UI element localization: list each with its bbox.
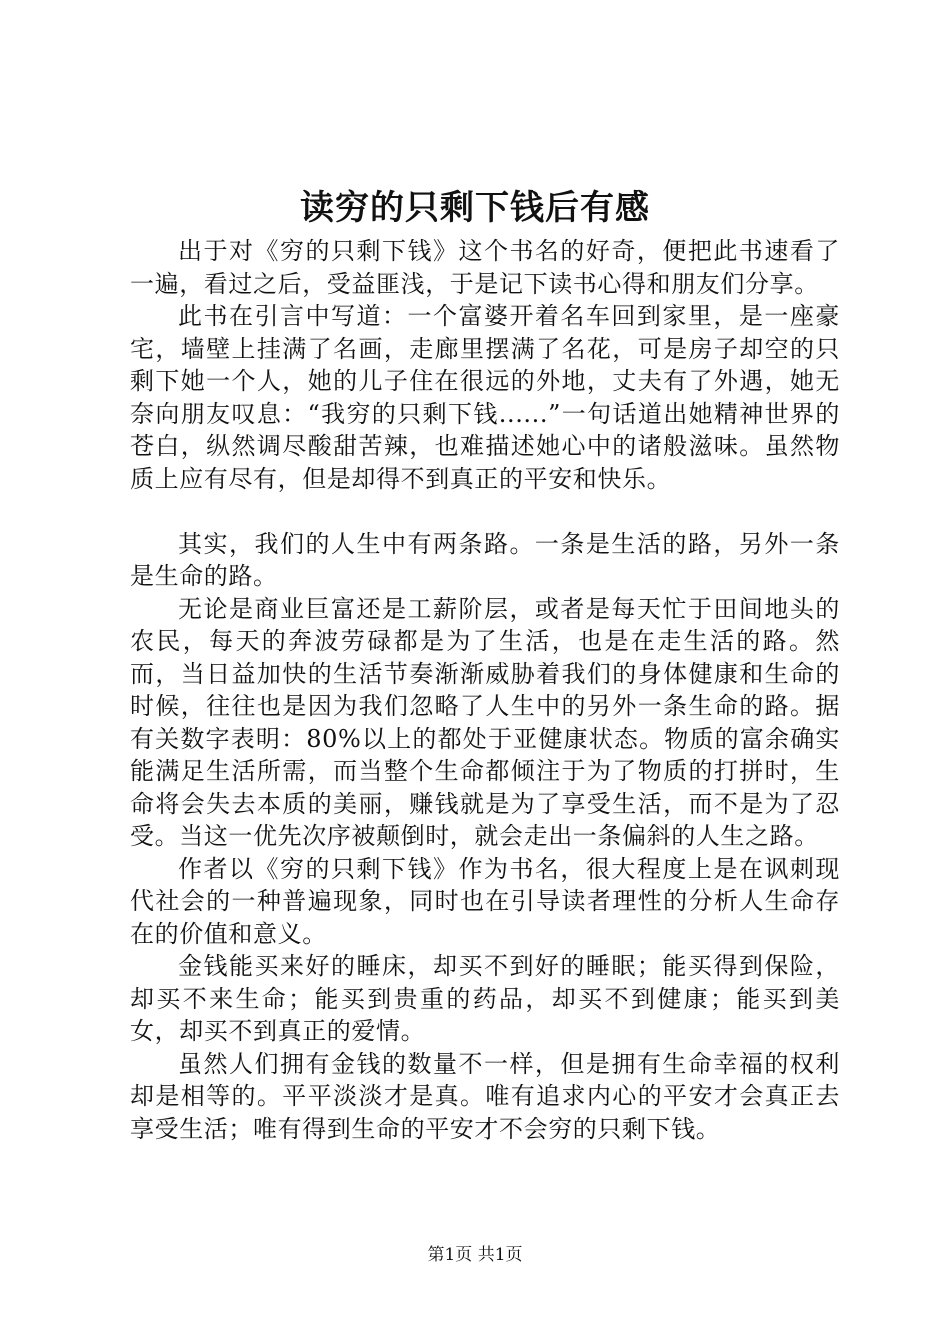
paragraph-3: 其实，我们的人生中有两条路。一条是生活的路，另外一条是生命的路。 — [130, 529, 840, 590]
paragraph-gap — [130, 495, 840, 528]
page-footer: 第1页 共1页 — [427, 1245, 523, 1265]
paragraph-6: 金钱能买来好的睡床，却买不到好的睡眠；能买得到保险，却买不来生命；能买到贵重的药品，却买不到健康；能买到美女，却买不到真正的爱情。 — [130, 952, 840, 1045]
paragraph-4: 无论是商业巨富还是工薪阶层，或者是每天忙于田间地头的农民，每天的奔波劳碌都是为了生活，也是在走生活的路。然而，当日益加快的生活节奏渐渐威胁着我们的身体健康和生命的时候，往往也是因为我们忽略了人生中的另外一条生命的路。据有关数字表明：80%以上的都处于亚健康状态。物质的富余确实能满足生活所需，而当整个生命都倾注于为了物质的打拼时，生命将会失去本质的美丽，赚钱就是为了享受生活，而不是为了忍受。当这一优先次序被颠倒时，就会走出一条偏斜的人生之路。 — [130, 594, 840, 850]
paragraph-5: 作者以《穷的只剩下钱》作为书名，很大程度上是在讽刺现代社会的一种普遍现象，同时也在引导读者理性的分析人生命存在的价值和意义。 — [130, 854, 840, 948]
paragraph-1: 出于对《穷的只剩下钱》这个书名的好奇，便把此书速看了一遍，看过之后，受益匪浅，于是记下读书心得和朋友们分享。 — [130, 237, 840, 298]
document-body — [130, 235, 840, 1145]
document-title: 读穷的只剩下钱后有感 — [300, 188, 650, 228]
paragraph-7: 虽然人们拥有金钱的数量不一样，但是拥有生命幸福的权利却是相等的。平平淡淡才是真。唯有追求内心的平安才会真正去享受生活；唯有得到生命的平安才不会穷的只剩下钱。 — [130, 1049, 840, 1143]
paragraph-2: 此书在引言中写道：一个富婆开着名车回到家里，是一座豪宅，墙壁上挂满了名画，走廊里摆满了名花，可是房子却空的只剩下她一个人，她的儿子住在很远的外地，丈夫有了外遇，她无奈向朋友叹息：“我穷的只剩下钱......”一句话道出她精神世界的苍白，纵然调尽酸甜苦辣，也难描述她心中的诸般滋味。虽然物质上应有尽有，但是却得不到真正的平安和快乐。 — [130, 302, 840, 493]
